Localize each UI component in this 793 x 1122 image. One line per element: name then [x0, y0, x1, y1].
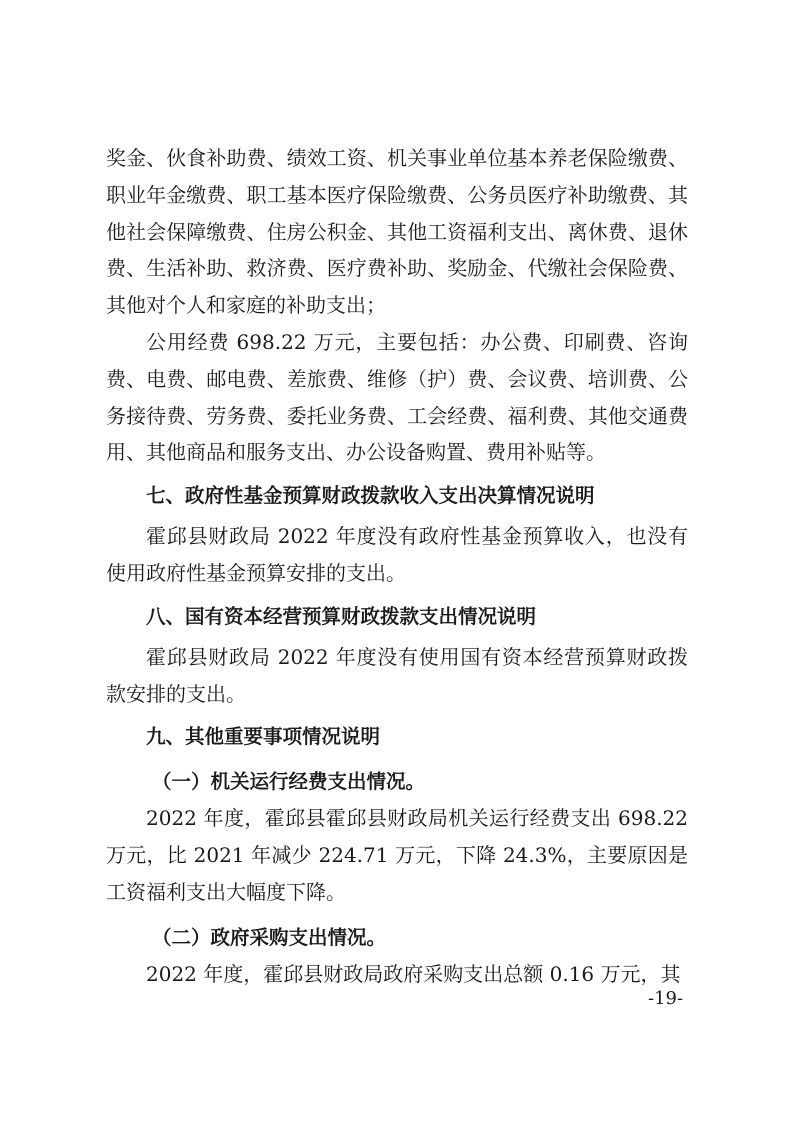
- paragraph-public-expenses: 公用经费 698.22 万元，主要包括：办公费、印刷费、咨询费、电费、邮电费、差旅费、维修（护）费、会议费、培训费、公务接待费、劳务费、委托业务费、工会经费、福利费、其他交通费用、其他商品和服务支出、办公设备购置、费用补贴等。: [106, 329, 688, 465]
- paragraph-personnel-expenses: 奖金、伙食补助费、绩效工资、机关事业单位基本养老保险缴费、职业年金缴费、职工基本医疗保险缴费、公务员医疗补助缴费、其他社会保障缴费、住房公积金、其他工资福利支出、离休费、退休费、生活补助、救济费、医疗费补助、奖励金、代缴社会保险费、其他对个人和家庭的补助支出；: [106, 146, 688, 318]
- section-heading-7: 七、政府性基金预算财政拨款收入支出决算情况说明: [146, 484, 595, 508]
- section-heading-9: 九、其他重要事项情况说明: [146, 725, 381, 749]
- page-number: -19-: [648, 988, 684, 1009]
- subheading-operating-costs: （一）机关运行经费支出情况。: [152, 770, 426, 794]
- section-heading-8: 八、国有资本经营预算财政拨款支出情况说明: [146, 604, 537, 628]
- paragraph-operating-costs: 2022 年度，霍邱县霍邱县财政局机关运行经费支出 698.22 万元，比 2021 年减少 224.71 万元，下降 24.3%，主要原因是工资福利支出大幅度下降。: [106, 806, 688, 904]
- document-body: [106, 140, 688, 993]
- paragraph-state-capital: 霍邱县财政局 2022 年度没有使用国有资本经营预算财政拨款安排的支出。: [106, 644, 688, 706]
- subheading-procurement: （二）政府采购支出情况。: [152, 925, 387, 949]
- paragraph-government-fund: 霍邱县财政局 2022 年度没有政府性基金预算收入，也没有使用政府性基金预算安排的支出。: [106, 524, 688, 585]
- paragraph-procurement: 2022 年度，霍邱县财政局政府采购支出总额 0.16 万元，其: [146, 961, 681, 986]
